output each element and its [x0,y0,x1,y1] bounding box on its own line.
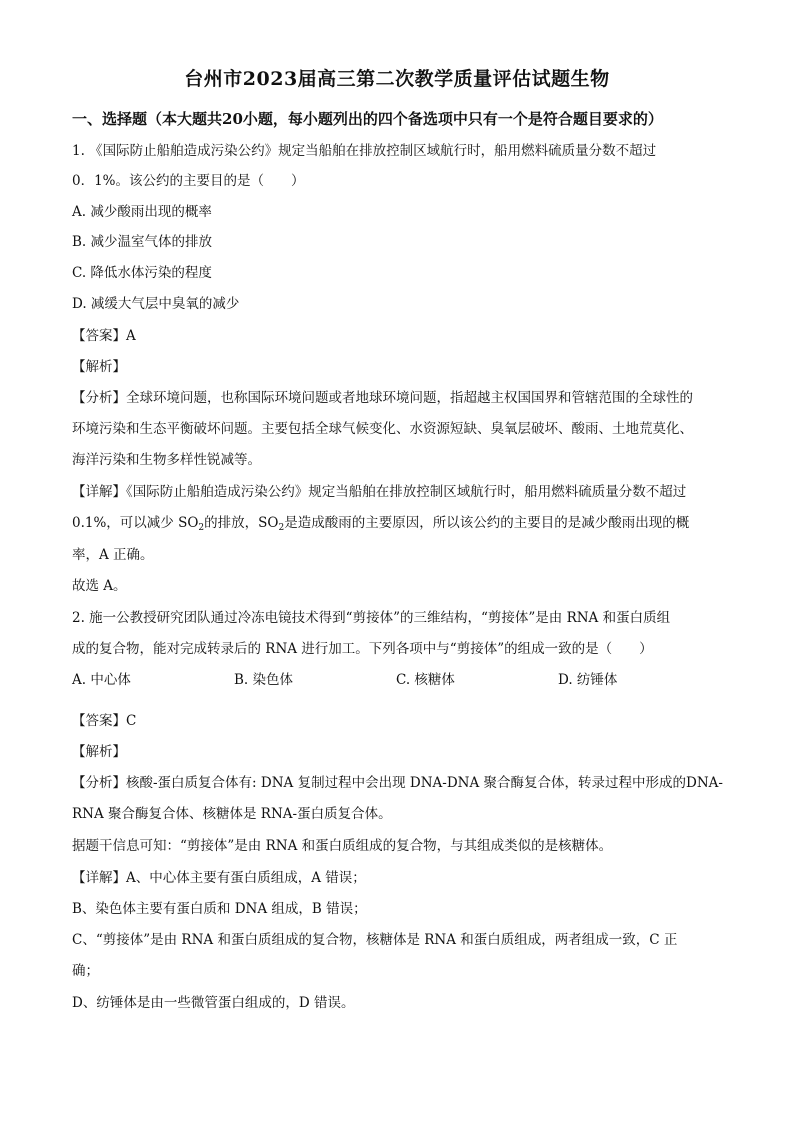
q2-info: 据题干信息可知：“剪接体”是由 RNA 和蛋白质组成的复合物，与其组成类似的是核糖体。 [72,838,613,854]
q2-option-b: B. 染色体 [234,672,294,688]
q2-detail-c: C、“剪接体”是由 RNA 和蛋白质组成的复合物，核糖体是 RNA 和蛋白质组成，两者组成一致，C 正 [72,932,678,948]
q2-option-a: A. 中心体 [72,672,131,688]
q2-detail-a: 【详解】A、中心体主要有蛋白质组成，A 错误； [72,870,366,886]
q1-detail-line-1: 【详解】《国际防止船舶造成污染公约》规定当船舶在排放控制区域航行时，船用燃料硫质量分数不超过 [72,484,687,500]
q1-analysis-label: 【解析】 [72,359,126,375]
q2-option-d: D. 纺锤体 [558,672,618,688]
q1-detail-line-2 [72,514,689,537]
section-heading: 一、选择题（本大题共20小题，每小题列出的四个备选项中只有一个是符合题目要求的） [72,110,663,128]
q1-option-c: C. 降低水体污染的程度 [72,265,212,281]
q2-detail-b: B、染色体主要有蛋白质和 DNA 组成，B 错误； [72,901,367,917]
q1-stem-line-2: 0．1%。该公约的主要目的是（ ） [72,173,305,189]
q2-detail-d: D、纺锤体是由一些微管蛋白组成的，D 错误。 [72,995,355,1011]
exam-title: 台州市2023届高三第二次教学质量评估试题生物 [184,68,610,90]
q2-fenxi-line-2: RNA 聚合酶复合体、核糖体是 RNA-蛋白质复合体。 [72,806,392,822]
q2-stem-line-1: 2. 施一公教授研究团队通过冷冻电镜技术得到“剪接体”的三维结构，“剪接体”是由 RNA 和蛋白质组 [72,610,671,626]
q2-answer: 【答案】C [72,713,137,729]
q2-stem-line-2: 成的复合物，能对完成转录后的 RNA 进行加工。下列各项中与“剪接体”的组成一致的是（ ） [72,641,653,657]
q2-option-c: C. 核糖体 [396,672,455,688]
q2-fenxi-line-1: 【分析】核酸-蛋白质复合体有: DNA 复制过程中会出现 DNA-DNA 聚合酶复合体，转录过程中形成的DNA- [72,775,723,791]
q1-detail-2a: 0.1%，可以减少 SO [72,515,199,531]
q1-option-a: A. 减少酸雨出现的概率 [72,204,212,220]
q2-detail-c-cont: 确； [72,963,99,979]
q1-fenxi-line-3: 海洋污染和生物多样性锐减等。 [72,452,261,468]
q1-detail-2b: 的排放，SO [204,515,279,531]
q1-answer: 【答案】A [72,328,136,344]
q1-option-b: B. 减少温室气体的排放 [72,234,213,250]
q1-detail-line-3: 率，A 正确。 [72,547,154,563]
q1-detail-2c: 是造成酸雨的主要原因，所以该公约的主要目的是减少酸雨出现的概 [284,515,690,531]
so2-subscript: 2 [278,523,285,533]
q1-fenxi-line-1: 【分析】全球环境问题，也称国际环境问题或者地球环境问题，指超越主权国国界和管辖范围的全球性的 [72,390,693,406]
q1-option-d: D. 减缓大气层中臭氧的减少 [72,296,240,312]
q1-conclusion: 故选 A。 [72,578,127,594]
so2-subscript: 2 [198,523,205,533]
q2-analysis-label: 【解析】 [72,744,126,760]
q1-stem-line-1: 1. 《国际防止船舶造成污染公约》规定当船舶在排放控制区域航行时，船用燃料硫质量分数不超过 [72,143,657,159]
q1-fenxi-line-2: 环境污染和生态平衡破坏问题。主要包括全球气候变化、水资源短缺、臭氧层破坏、酸雨、土地荒莫化、 [72,421,693,437]
